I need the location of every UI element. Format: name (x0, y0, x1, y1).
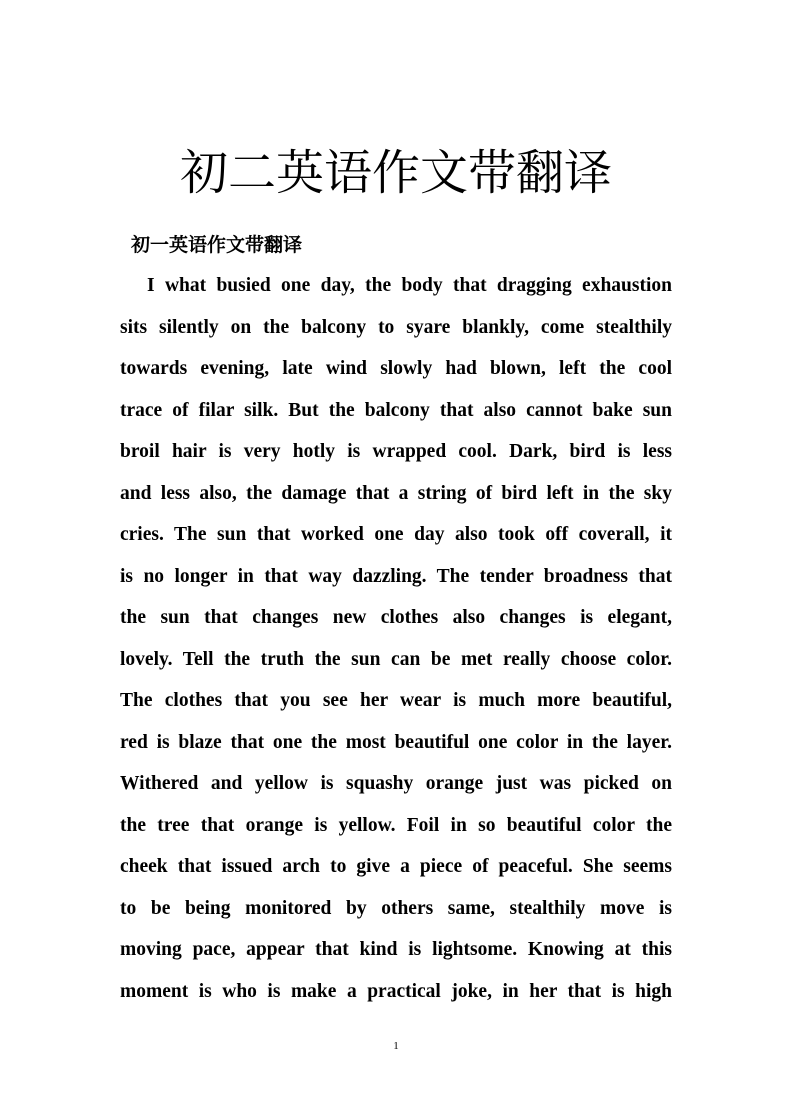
document-subtitle: 初一英语作文带翻译 (131, 234, 303, 256)
paragraph-line: the sun that changes new clothes also changes is elegant, (120, 607, 672, 628)
paragraph-line: cheek that issued arch to give a piece of peaceful. She seems (120, 856, 672, 877)
paragraph-line: Withered and yellow is squashy orange just was picked on (120, 773, 672, 794)
paragraph-line: cries. The sun that worked one day also took off coverall, it (120, 524, 672, 545)
paragraph-line: sits silently on the balcony to syare blankly, come stealthily (120, 316, 672, 338)
paragraph-line: lovely. Tell the truth the sun can be met really choose color. (120, 648, 672, 670)
paragraph-line: I what busied one day, the body that dragging exhaustion (147, 275, 672, 296)
paragraph-line: to be being monitored by others same, stealthily move is (120, 897, 672, 919)
document-title: 初二英语作文带翻译 (179, 145, 612, 201)
paragraph-line: moving pace, appear that kind is lightsome. Knowing at this (120, 939, 672, 960)
paragraph-line: towards evening, late wind slowly had blown, left the cool (120, 358, 672, 379)
paragraph-line: broil hair is very hotly is wrapped cool. Dark, bird is less (120, 441, 672, 462)
paragraph-line: is no longer in that way dazzling. The tender broadness that (120, 565, 672, 587)
paragraph-line: trace of filar silk. But the balcony that also cannot bake sun (120, 399, 672, 421)
paragraph-line: moment is who is make a practical joke, in her that is high (120, 980, 672, 1002)
paragraph-line: The clothes that you see her wear is much more beautiful, (120, 690, 672, 711)
paragraph-line: the tree that orange is yellow. Foil in so beautiful color the (120, 814, 672, 836)
paragraph-line: red is blaze that one the most beautiful one color in the layer. (120, 731, 672, 753)
body-paragraph (120, 265, 672, 1012)
page-number: 1 (393, 1040, 399, 1052)
paragraph-line: and less also, the damage that a string of bird left in the sky (120, 482, 672, 504)
